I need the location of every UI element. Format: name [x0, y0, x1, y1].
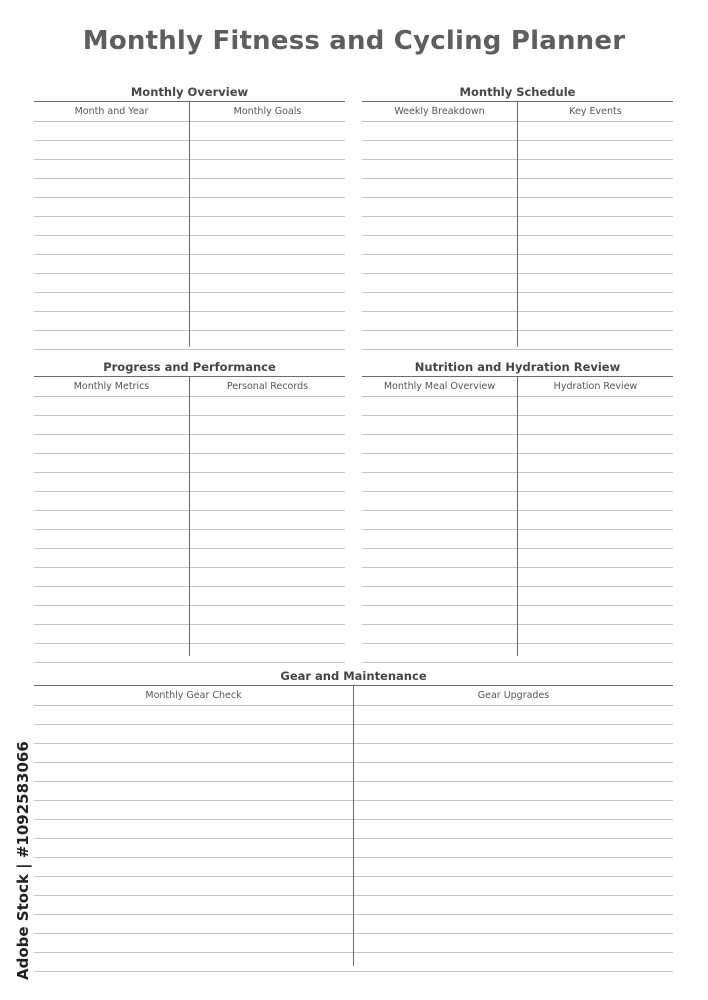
- column-header: Monthly Goals: [190, 102, 345, 122]
- column-key-events: [517, 102, 673, 347]
- ruled-line: [34, 971, 673, 972]
- section-title: Progress and Performance: [103, 360, 276, 374]
- section-monthly-schedule: [362, 84, 673, 347]
- column-gear-upgrades: [353, 686, 673, 966]
- column-header: Hydration Review: [518, 377, 673, 397]
- section-title: Gear and Maintenance: [280, 669, 427, 683]
- column-monthly-meal-overview: [362, 377, 517, 656]
- column-monthly-goals: [189, 102, 345, 347]
- section-nutrition-and-hydration-review: [362, 359, 673, 656]
- column-header: Weekly Breakdown: [362, 102, 517, 122]
- section-grid: [362, 376, 673, 656]
- section-gear-and-maintenance: [34, 668, 673, 966]
- stock-watermark: [12, 741, 32, 980]
- section-grid: [34, 685, 673, 966]
- column-month-and-year: [34, 102, 189, 347]
- section-title: Monthly Schedule: [459, 85, 576, 99]
- section-progress-and-performance: [34, 359, 345, 656]
- page-title: Monthly Fitness and Cycling Planner: [82, 26, 626, 56]
- column-header: Monthly Metrics: [34, 377, 189, 397]
- column-weekly-breakdown: [362, 102, 517, 347]
- watermark-text: Adobe Stock | #1092583066: [14, 741, 32, 980]
- column-hydration-review: [517, 377, 673, 656]
- ruled-line: [34, 349, 345, 350]
- column-monthly-gear-check: [34, 686, 353, 966]
- column-monthly-metrics: [34, 377, 189, 656]
- column-header: Monthly Gear Check: [34, 686, 353, 706]
- ruled-line: [362, 349, 673, 350]
- column-header: Key Events: [518, 102, 673, 122]
- ruled-line: [362, 662, 673, 663]
- column-header: Gear Upgrades: [354, 686, 673, 706]
- section-grid: [34, 376, 345, 656]
- section-grid: [34, 101, 345, 347]
- column-header: Monthly Meal Overview: [362, 377, 517, 397]
- ruled-line: [34, 662, 345, 663]
- column-personal-records: [189, 377, 345, 656]
- column-header: Month and Year: [34, 102, 189, 122]
- section-title: Monthly Overview: [130, 85, 249, 99]
- section-monthly-overview: [34, 84, 345, 347]
- section-title: Nutrition and Hydration Review: [414, 360, 621, 374]
- column-header: Personal Records: [190, 377, 345, 397]
- section-grid: [362, 101, 673, 347]
